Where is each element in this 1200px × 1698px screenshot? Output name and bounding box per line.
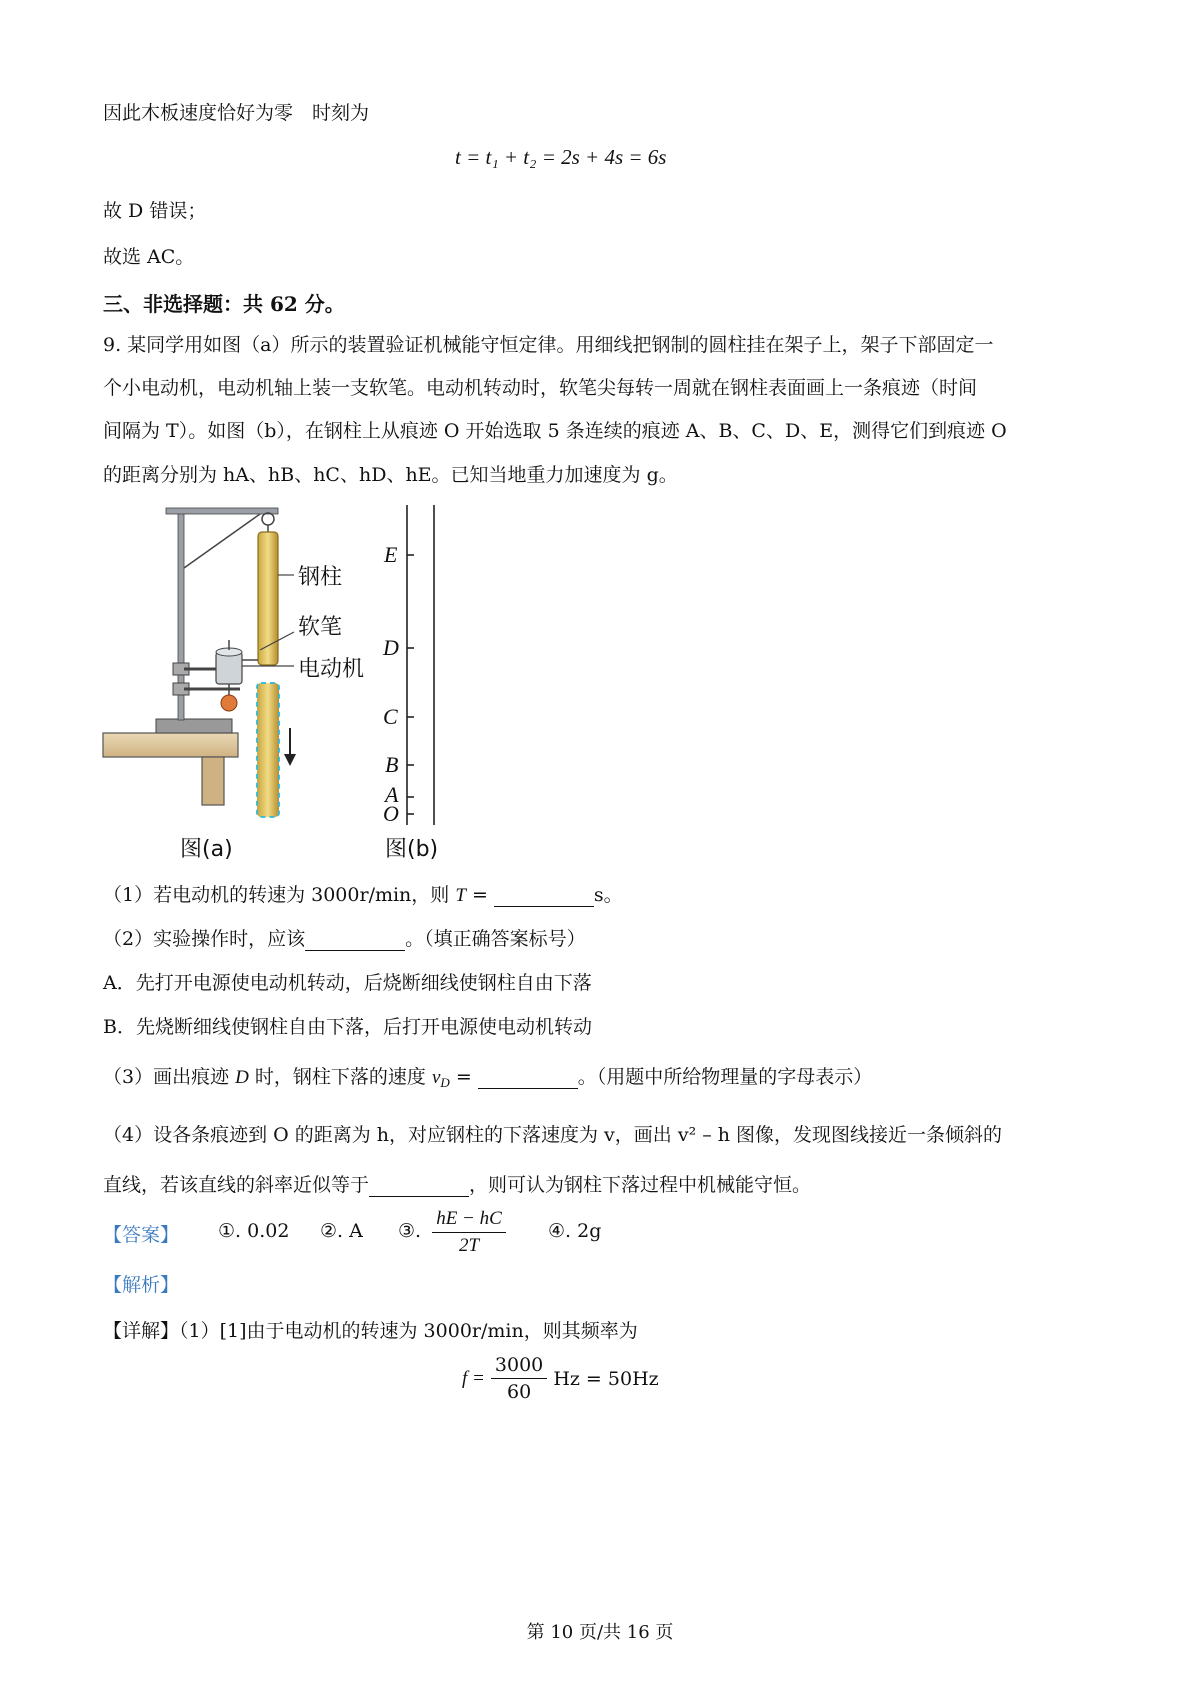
apparatus-figure	[100, 500, 390, 875]
frequency-equation: f = $\frac{3000}{60}$ Hz = 50Hz	[462, 1354, 659, 1403]
answer-1: ①. 0.02	[218, 1220, 290, 1242]
falling-rod	[257, 683, 279, 817]
answer-tag: 【答案】	[103, 1224, 180, 1246]
sub-question-4-line1: （4）设各条痕迹到 O 的距离为 h，对应钢柱的下落速度为 v，画出 v² – h 图像，发现图线接近一条倾斜的	[103, 1124, 1003, 1146]
support-wire	[184, 514, 260, 568]
label-pen: 软笔	[298, 615, 343, 640]
mark-b: B	[385, 752, 399, 777]
table-leg	[202, 757, 224, 805]
label-rod: 钢柱	[298, 565, 343, 590]
caption-a: 图(a)	[180, 837, 233, 862]
section-title: 三、非选择题：共 62 分。	[103, 292, 345, 316]
page-footer: 第 10 页/共 16 页	[526, 1622, 674, 1643]
conclusion-d: 故 D 错误；	[103, 200, 207, 222]
conclusion-choice: 故选 AC。	[103, 246, 195, 268]
hook	[262, 513, 274, 525]
option-b: B．先烧断细线使钢柱自由下落，后打开电源使电动机转动	[103, 1016, 592, 1038]
answer-blank[interactable]	[478, 1066, 578, 1089]
sub-question-3: （3）画出痕迹 D 时，钢柱下落的速度 $v_D$ = 。（用题中所给物理量的字母表示）	[103, 1066, 873, 1090]
question-line: 间隔为 T）。如图（b），在钢柱上从痕迹 O 开始选取 5 条连续的痕迹 A、B、C、D、E，测得它们到痕迹 O	[103, 420, 1007, 442]
sub-question-4-line2: 直线，若该直线的斜率近似等于 ，则可认为钢柱下落过程中机械能守恒。	[103, 1174, 812, 1196]
question-line: 个小电动机，电动机轴上装一支软笔。电动机转动时，软笔尖每转一周就在钢柱表面画上一条痕迹（时间	[103, 377, 978, 399]
intro-line: 因此木板速度恰好为零 时刻为	[103, 102, 370, 124]
counterweight	[221, 695, 237, 711]
motor	[216, 652, 242, 684]
mark-c: C	[383, 704, 398, 729]
answer-blank[interactable]	[369, 1174, 469, 1197]
steel-rod	[258, 532, 278, 665]
caption-b: 图(b)	[385, 837, 439, 862]
analysis-tag: 【解析】	[103, 1274, 180, 1296]
mark-o: O	[383, 801, 399, 826]
option-a: A．先打开电源使电动机转动，后烧断细线使钢柱自由下落	[103, 972, 592, 994]
answer-3-label: ③.	[398, 1220, 422, 1242]
answer-2: ②. A	[320, 1220, 363, 1242]
stand-arm	[166, 508, 278, 514]
fall-arrow-head	[284, 754, 296, 766]
answer-blank[interactable]	[494, 884, 594, 907]
answer-4: ④. 2g	[548, 1220, 602, 1242]
answer-blank[interactable]	[305, 928, 405, 951]
time-equation: t = t₁ + t₂ = 2s + 4s = 6s	[455, 145, 667, 169]
mark-e: E	[384, 542, 398, 567]
answer-3-fraction: $\frac{hE - hC}{2T}$	[432, 1206, 506, 1259]
sub-question-1: （1）若电动机的转速为 3000r/min，则 T = s。	[103, 884, 623, 906]
question-line: 的距离分别为 hA、hB、hC、hD、hE。已知当地重力加速度为 g。	[103, 464, 678, 486]
table-top	[103, 733, 238, 757]
stand-base	[156, 719, 232, 733]
velocity-symbol: $v_D$	[431, 1067, 450, 1090]
detail-line: 【详解】（1）[1]由于电动机的转速为 3000r/min，则其频率为	[103, 1320, 638, 1342]
sub-question-2: （2）实验操作时，应该 。（填正确答案标号）	[103, 928, 586, 950]
mark-a: A	[385, 782, 399, 807]
question-line: 9. 某同学用如图（a）所示的装置验证机械能守恒定律。用细线把钢制的圆柱挂在架子上，架子下部固定一	[103, 334, 994, 356]
label-motor: 电动机	[298, 657, 365, 682]
mark-d: D	[383, 635, 399, 660]
